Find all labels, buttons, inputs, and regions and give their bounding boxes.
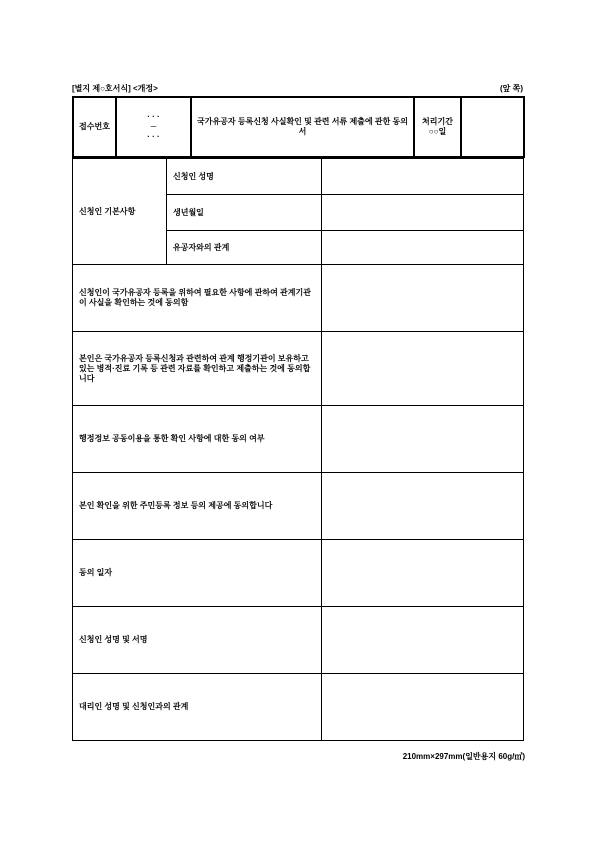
consent-item-field[interactable] — [322, 265, 524, 332]
stamp-line: · · · — [147, 112, 160, 121]
form-header — [72, 96, 525, 158]
processing-period-label: 처리기간 — [422, 117, 453, 126]
stamp-line: · · · — [147, 132, 160, 141]
signature-field[interactable] — [322, 607, 524, 674]
applicant-section-label: 신청인 기본사항 — [73, 159, 167, 265]
page-side-label: (앞 쪽) — [499, 84, 523, 93]
consent-item-label: 신청인이 국가유공자 등록을 위하여 필요한 사항에 관하여 관계기관이 사실을 확인하는 것에 동의함 — [73, 265, 322, 332]
processing-period — [414, 97, 461, 157]
relation-field[interactable] — [322, 231, 524, 265]
birthdate-field[interactable] — [322, 195, 524, 231]
agent-label: 대리인 성명 및 신청인과의 관계 — [73, 674, 322, 741]
consent-item-field[interactable] — [322, 473, 524, 540]
form-title: 국가유공자 등록신청 사실확인 및 관련 서류 제출에 관한 동의서 — [191, 97, 414, 157]
applicant-name-label: 신청인 성명 — [167, 159, 322, 195]
relation-label: 유공자와의 관계 — [167, 231, 322, 265]
form-number: [별지 제○호서식] <개정> — [72, 84, 158, 93]
stamp-line: ─ — [150, 122, 157, 131]
consent-date-label: 동의 일자 — [73, 540, 322, 607]
receipt-number-label: 접수번호 — [73, 97, 116, 157]
processing-period-value: ○○일 — [428, 127, 447, 136]
consent-item-field[interactable] — [322, 332, 524, 406]
consent-date-field[interactable] — [322, 540, 524, 607]
consent-item-label: 본인은 국가유공자 등록신청과 관련하여 관계 행정기관이 보유하고 있는 병적·진료 기록 등 관련 자료를 확인하고 제출하는 것에 동의합니다 — [73, 332, 322, 406]
birthdate-label: 생년월일 — [167, 195, 322, 231]
signature-label: 신청인 성명 및 서명 — [73, 607, 322, 674]
consent-item-label: 행정정보 공동이용을 통한 확인 사항에 대한 동의 여부 — [73, 406, 322, 473]
consent-item-field[interactable] — [322, 406, 524, 473]
date-stamp-box — [116, 97, 191, 157]
paper-size-note: 210mm×297mm(일반용지 60g/㎡) — [402, 752, 525, 761]
agent-field[interactable] — [322, 674, 524, 741]
consent-form-table — [72, 158, 524, 741]
consent-item-label: 본인 확인을 위한 주민등록 정보 등의 제공에 동의합니다 — [73, 473, 322, 540]
applicant-name-field[interactable] — [322, 159, 524, 195]
blank-header-cell — [461, 97, 524, 157]
